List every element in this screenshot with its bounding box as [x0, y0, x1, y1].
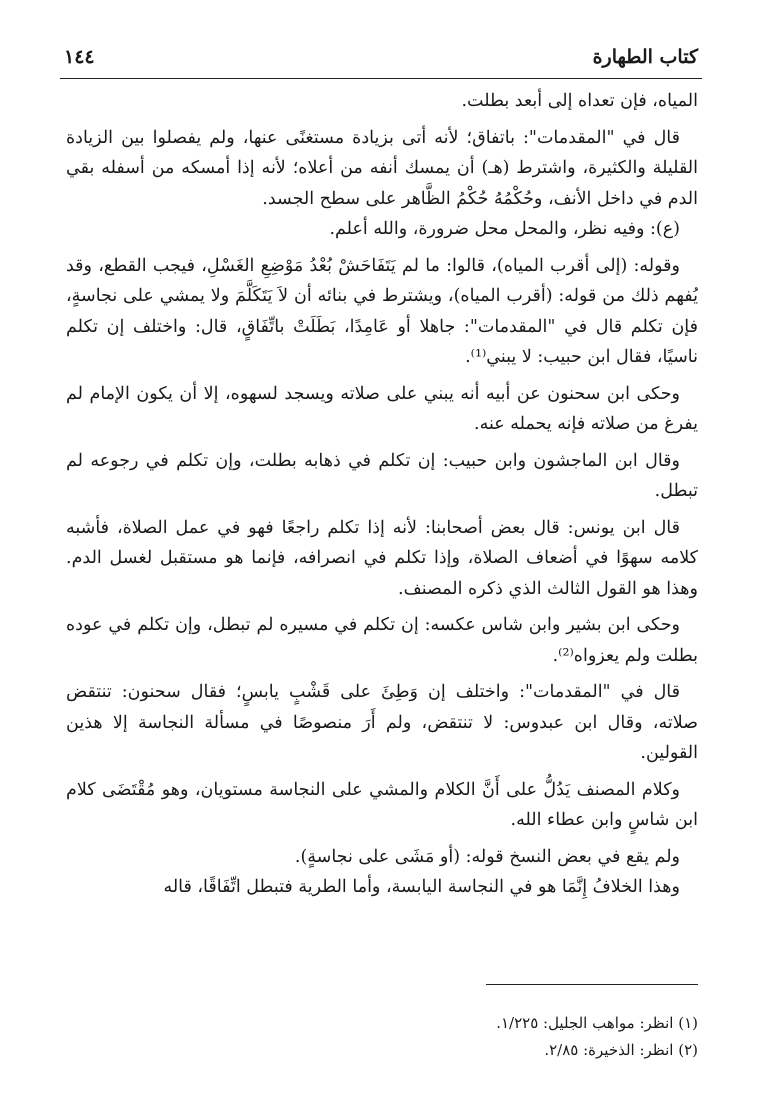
footnote: (١) انظر: مواهب الجليل: ١/٢٢٥. [496, 1014, 698, 1032]
paragraph: قال في "المقدمات": باتفاق؛ لأنه أتى بزيادة مستغنًى عنها، ولم يفصلوا بين الزيادة القليلة والكثيرة، واشترط (هـ) أن يمسك أنفه من أعلاه؛ لأنه إذا أمسكه من أسفله بقي الدم في داخل الأنف، وحُكْمُهُ حُكْمُ الظَّاهر على سطح الجسد. [66, 127, 698, 209]
paragraph: ولم يقع في بعض النسخ قوله: (أو مَشَى على نجاسةٍ). [294, 846, 680, 867]
header-divider [60, 78, 702, 79]
running-header [64, 40, 698, 74]
paragraph: وحكى ابن بشير وابن شاس عكسه: إن تكلم في مسيره لم تبطل، وإن تكلم في عوده بطلت ولم يعزواه⁽²⁾. [66, 615, 698, 666]
footnote-divider [486, 984, 698, 985]
paragraph: وهذا الخلافُ إِنَّمَا هو في النجاسة اليابسة، وأما الطرية فتبطل اتِّفَاقًا، قاله [163, 877, 680, 897]
main-text [66, 86, 698, 909]
footnotes [200, 1010, 698, 1064]
paragraph: (ع): وفيه نظر، والمحل محل ضرورة، والله أعلم. [329, 219, 680, 239]
book-title: كتاب الطهارة [592, 46, 698, 68]
paragraph: وكلام المصنف يَدُلُّ على أَنَّ الكلام والمشي على النجاسة مستويان، وهو مُقْتَضَى كلام ابن شاسٍ وابن عطاء الله. [66, 779, 698, 830]
paragraph: قال ابن يونس: قال بعض أصحابنا: لأنه إذا تكلم راجعًا فهو في عمل الصلاة، فأشبه كلامه سهوًا في أضعاف الصلاة، وإذا تكلم في انصرافه، فإنما هو مستقبل لغسل الدم. وهذا هو القول الثالث الذي ذكره المصنف. [66, 517, 698, 599]
paragraph: وقال ابن الماجشون وابن حبيب: إن تكلم في ذهابه بطلت، وإن تكلم في رجوعه لم تبطل. [66, 450, 698, 501]
paragraph: قال في "المقدمات": واختلف إن وَطِئَ على قَشْبٍ يابسٍ؛ فقال سحنون: تنتقض صلاته، وقال ابن عبدوس: لا تنتقض، ولم أَرَ منصوصًا في مسألة النجاسة إلا هذين القولين. [66, 682, 698, 763]
paragraph: المياه، فإن تعداه إلى أبعد بطلت. [461, 91, 698, 111]
paragraph: وحكى ابن سحنون عن أبيه أنه يبني على صلاته ويسجد لسهوه، إلا أن يكون الإمام لم يفرغ من صلاته فإنه يحمله عنه. [66, 383, 698, 434]
paragraph: وقوله: (إلى أقرب المياه)، قالوا: ما لم يَتَفَاحَشْ بُعْدُ مَوْضِعِ الغَسْلِ، فيجب القطع، وقد يُفهم ذلك من قوله: (أقرب المياه)، ويشترط في بنائه أن لاَ يَتَكَلَّمَ ولا يمشي على نجاسةٍ، فإن تكلم قال في "المقدمات": جاهلا أو عَامِدًا، بَطَلَتْ باتِّفَاقٍ، قال: واختلف إن تكلم ناسيًا، فقال ابن حبيب: لا يبني⁽¹⁾. [66, 255, 698, 367]
page-number: ١٤٤ [64, 46, 95, 68]
footnote: (٢) انظر: الذخيرة: ٢/٨٥. [544, 1041, 698, 1059]
